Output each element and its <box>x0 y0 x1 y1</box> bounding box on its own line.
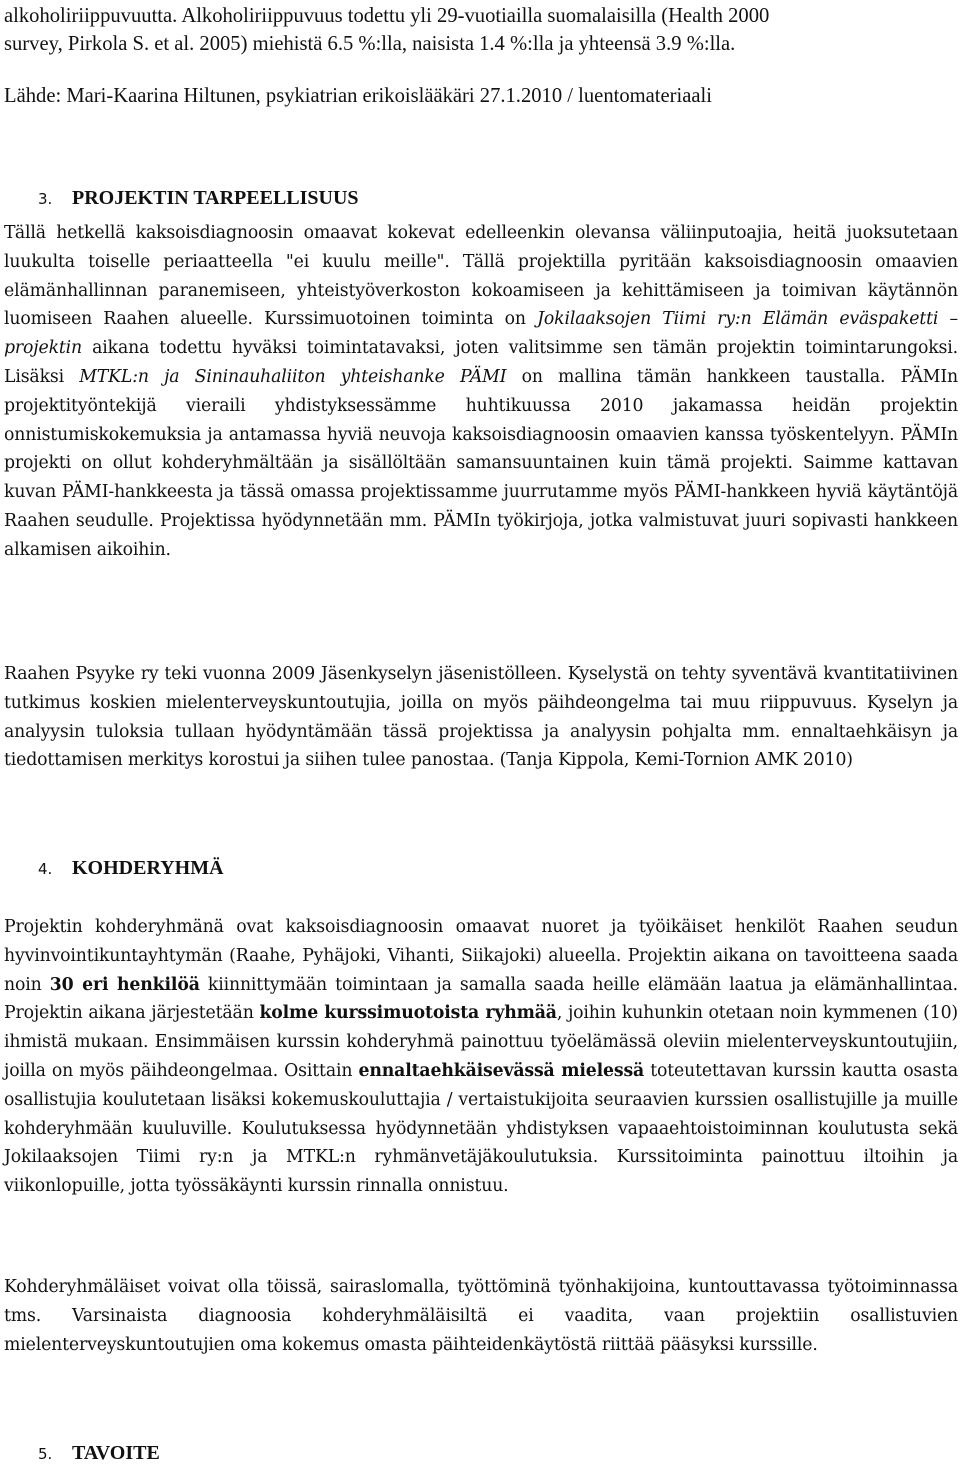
bold-preventive: ennaltaehkäisevässä mielessä <box>358 1060 645 1081</box>
bold-group-count: kolme kurssimuotoista ryhmää <box>259 1003 557 1024</box>
section-4-heading <box>38 857 224 880</box>
intro-line-1: alkoholiriippuvuutta. Alkoholiriippuvuus todettu yli 29-vuotiailla suomalaisilla (Health 2000 <box>4 5 770 27</box>
section-3-number: 3. <box>38 190 53 208</box>
section-5-title: TAVOITE <box>72 1442 160 1464</box>
section-3-paragraph-2: Raahen Psyyke ry teki vuonna 2009 Jäsenkyselyn jäsenistölleen. Kyselystä on tehty syventävä kvantitatiivinen tutkimus koskien mielenterveyskuntoutujia, joilla on myös päihdeongelma tai muu riippuvuus. Kyselyn ja analyysin tuloksia tullaan hyödyntämään tässä projektissa ja analyysin pohjalta mm. ennaltaehkäisyn ja tiedottamisen merkitys korostui ja siihen tulee panostaa. (Tanja Kippola, Kemi-Tornion AMK 2010) <box>4 664 958 771</box>
italic-project-name: Jokilaaksojen Tiimi ry:n Elämän eväspaketti –projektin <box>4 309 958 359</box>
section-4-paragraph-2: Kohderyhmäläiset voivat olla töissä, sairaslomalla, työttöminä työnhakijoina, kuntouttavassa työtoiminnassa tms. Varsinaista diagnoosia kohderyhmäläisiltä ei vaadita, vaan projektiin osallistuvien mielenterveyskuntoutujien oma kokemus omasta päihteidenkäytöstä riittää pääsyksi kurssille. <box>4 1277 958 1355</box>
section-5-number: 5. <box>38 1445 53 1463</box>
section-4-number: 4. <box>38 860 53 878</box>
section-3-heading <box>38 187 359 210</box>
source-citation: Lähde: Mari-Kaarina Hiltunen, psykiatrian erikoislääkäri 27.1.2010 / luentomateriaali <box>4 85 712 107</box>
bold-participant-count: 30 eri henkilöä <box>49 974 200 995</box>
section-5-heading <box>38 1442 160 1465</box>
section-3-paragraph-1: Tällä hetkellä kaksoisdiagnoosin omaavat kokevat edelleenkin olevansa väliinputoajia, heitä juoksutetaan luukulta toiselle periaatteella "ei kuulu meille". Tällä projektilla pyritään kaksoisdiagnoosin omaavien elämänhallinnan paranemiseen, yhteistyöverkoston kokoamiseen ja kehittämiseen ja toimivan käytännön luomiseen Raahen alueelle. Kurssimuotoinen toiminta on Jokilaaksojen Tiimi ry:n Elämän eväspaketti –projektin aikana todettu hyväksi toimintatavaksi, joten valitsimme sen tämän projektin toimintarungoksi. Lisäksi MTKL:n ja Sininauhaliiton yhteishanke PÄMI on mallina tämän hankkeen taustalla. PÄMIn projektityöntekijä vieraili yhdistyksessämme huhtikuussa 2010 jakamassa heidän projektin onnistumiskokemuksia ja antamassa hyviä neuvoja kaksoisdiagnoosin omaavien kanssa työskentelyyn. PÄMIn projekti on ollut kohderyhmältään ja sisällöltään samansuuntainen kuin tämä projekti. Saimme kattavan kuvan PÄMI-hankkeesta ja tässä omassa projektissamme juurrutamme myös PÄMI-hankkeen hyviä käytäntöjä Raahen seudulle. Projektissa hyödynnetään mm. PÄMIn työkirjoja, jotka valmistuvat juuri sopivasti hankkeen alkamisen aikoihin. <box>4 223 959 560</box>
section-3-title: PROJEKTIN TARPEELLISUUS <box>72 187 359 209</box>
italic-pami-name: MTKL:n ja Sininauhaliiton yhteishanke PÄMI <box>79 366 507 387</box>
section-4-paragraph-1: Projektin kohderyhmänä ovat kaksoisdiagnoosin omaavat nuoret ja työikäiset henkilöt Raahen seudun hyvinvointikuntayhtymän (Raahe, Pyhäjoki, Vihanti, Siikajoki) alueella. Projektin aikana on tavoitteena saada noin 30 eri henkilöä kiinnittymään toimintaan ja samalla saada heille elämään laatua ja elämänhallintaa. Projektin aikana järjestetään kolme kurssimuotoista ryhmää, joihin kuhunkin otetaan noin kymmenen (10) ihmistä mukaan. Ensimmäisen kurssin kohderyhmä painottuu työelämässä oleviin mielenterveyskuntoutujiin, joilla on myös päihdeongelmaa. Osittain ennaltaehkäisevässä mielessä toteutettavan kurssin kautta osasta osallistujia koulutetaan lisäksi kokemuskouluttajia / vertaistukijoita seuraavien kurssien osallistujille ja muille kohderyhmään kuuluville. Koulutuksessa hyödynnetään yhdistyksen vapaaehtoistoiminnan koulutusta sekä Jokilaaksojen Tiimi ry:n ja MTKL:n ryhmänvetäjäkoulutuksia. Kurssitoiminta painottuu iltoihin ja viikonlopuille, jotta työssäkäynti kurssin rinnalla onnistuu. <box>4 917 959 1197</box>
intro-line-2: survey, Pirkola S. et al. 2005) miehistä 6.5 %:lla, naisista 1.4 %:lla ja yhteensä 3.9 %:lla. <box>4 33 736 55</box>
section-4-title: KOHDERYHMÄ <box>72 857 224 879</box>
